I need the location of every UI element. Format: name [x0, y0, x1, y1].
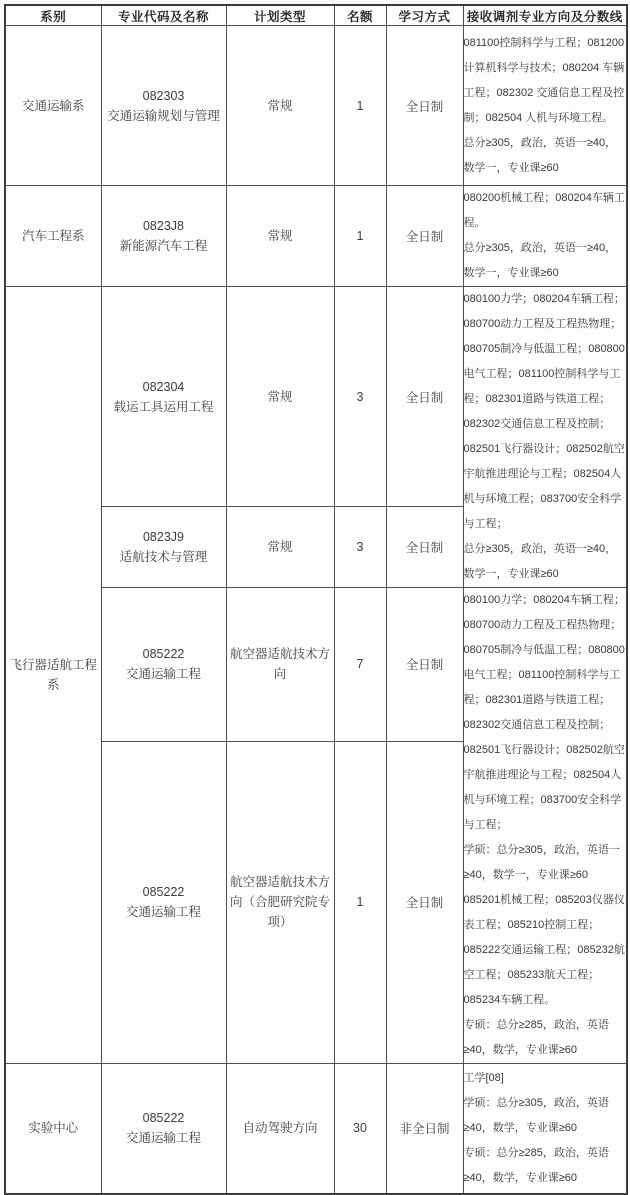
admissions-table	[4, 4, 628, 1195]
dept-cell: 实验中心	[5, 1064, 101, 1194]
study-mode-cell: 全日制	[386, 588, 463, 742]
criteria-paragraph: 085201机械工程；085203仪器仪表工程；085210控制工程；085222交通运输工程；085232航空工程；085233航天工程；085234车辆工程。	[463, 894, 625, 1006]
criteria-paragraph: 081100控制科学与工程；081200计算机科学与技术；080204 车辆工程；082302 交通信息工程及控制；082504 人机与环境工程。	[463, 36, 625, 124]
criteria-paragraph: 学硕：总分≥305，政治，英语一≥40，数学一，专业课≥60	[463, 844, 620, 881]
major-name: 交通运输工程	[125, 667, 201, 682]
criteria-paragraph: 工学[08]	[463, 1071, 504, 1084]
dept-cell: 交通运输系	[5, 26, 101, 186]
criteria-cell	[463, 588, 627, 1064]
major-code: 082304	[142, 379, 185, 394]
major-code: 082303	[142, 88, 185, 103]
criteria-paragraph: 080100力学；080204车辆工程；080700动力工程及工程热物理；080705制冷与低温工程；080800电气工程；081100控制科学与工程；082301道路与铁道工程；082302交通信息工程及控制；082501飞行器设计；082502航空宇航推进理论与工程；082504人机与环境工程；083700安全科学与工程；	[463, 293, 625, 530]
quota-cell: 7	[334, 588, 386, 742]
col-header-quota: 名额	[334, 5, 386, 26]
table-row	[5, 26, 627, 186]
quota-cell: 1	[334, 26, 386, 186]
study-mode-cell: 全日制	[386, 507, 463, 588]
table-row	[5, 287, 627, 507]
major-name: 交通运输工程	[125, 1131, 201, 1146]
col-header-study-mode: 学习方式	[386, 5, 463, 26]
quota-cell: 3	[334, 287, 386, 507]
plan-type-cell: 航空器适航技术方向	[226, 588, 334, 742]
criteria-paragraph: 总分≥305，政治，英语一≥40，数学一，专业课≥60	[463, 242, 617, 279]
major-cell	[101, 26, 226, 186]
study-mode-cell: 非全日制	[386, 1064, 463, 1194]
major-cell	[101, 741, 226, 1063]
major-code: 0823J8	[142, 219, 184, 233]
criteria-cell	[463, 186, 627, 287]
plan-type-cell: 自动驾驶方向	[226, 1064, 334, 1194]
criteria-paragraph: 080100力学；080204车辆工程；080700动力工程及工程热物理；080705制冷与低温工程；080800电气工程；081100控制科学与工程；082301道路与铁道工程；082302交通信息工程及控制；082501飞行器设计；082502航空宇航推进理论与工程；082504人机与环境工程；083700安全科学与工程；	[463, 594, 625, 831]
col-header-transfer-criteria: 接收调剂专业方向及分数线	[463, 5, 627, 26]
col-header-major-code-name: 专业代码及名称	[101, 5, 226, 26]
major-name: 交通运输工程	[125, 905, 201, 920]
criteria-paragraph: 学硕：总分≥305，政治，英语≥40，数学，专业课≥60	[463, 1096, 609, 1134]
col-header-department: 系别	[5, 5, 101, 26]
major-code: 085222	[142, 885, 185, 900]
col-header-plan-type: 计划类型	[226, 5, 334, 26]
quota-cell: 1	[334, 186, 386, 287]
table-row	[5, 186, 627, 287]
major-cell	[101, 186, 226, 287]
major-name: 适航技术与管理	[119, 550, 208, 565]
criteria-cell	[463, 287, 627, 588]
major-code: 085222	[142, 1111, 185, 1126]
quota-cell: 3	[334, 507, 386, 588]
criteria-cell	[463, 26, 627, 186]
plan-type-cell: 航空器适航技术方向（合肥研究院专项）	[226, 741, 334, 1063]
criteria-cell	[463, 1064, 627, 1194]
major-name: 新能源汽车工程	[119, 239, 208, 253]
major-name: 交通运输规划与管理	[107, 108, 220, 123]
table-row	[5, 1064, 627, 1194]
study-mode-cell: 全日制	[386, 26, 463, 186]
major-cell	[101, 287, 226, 507]
header-row	[5, 5, 627, 26]
study-mode-cell: 全日制	[386, 287, 463, 507]
study-mode-cell: 全日制	[386, 741, 463, 1063]
criteria-paragraph: 总分≥305，政治，英语一≥40，数学一，专业课≥60	[463, 543, 617, 580]
quota-cell: 1	[334, 741, 386, 1063]
major-cell	[101, 507, 226, 588]
major-code: 0823J9	[142, 530, 184, 545]
criteria-paragraph: 080200机械工程；080204车辆工程。	[463, 192, 625, 229]
major-code: 085222	[142, 647, 185, 662]
plan-type-cell: 常规	[226, 186, 334, 287]
quota-cell: 30	[334, 1064, 386, 1194]
criteria-paragraph: 专硕：总分≥285，政治，英语≥40，数学，专业课≥60	[463, 1019, 609, 1056]
major-cell	[101, 588, 226, 742]
plan-type-cell: 常规	[226, 287, 334, 507]
criteria-paragraph: 专硕：总分≥285，政治，英语≥40，数学，专业课≥60	[463, 1146, 609, 1184]
dept-cell: 飞行器适航工程系	[5, 287, 101, 1064]
plan-type-cell: 常规	[226, 507, 334, 588]
plan-type-cell: 常规	[226, 26, 334, 186]
major-cell	[101, 1064, 226, 1194]
criteria-paragraph: 总分≥305，政治，英语一≥40，数学一，专业课≥60	[463, 136, 617, 174]
study-mode-cell: 全日制	[386, 186, 463, 287]
dept-cell: 汽车工程系	[5, 186, 101, 287]
major-name: 载运工具运用工程	[113, 399, 214, 414]
